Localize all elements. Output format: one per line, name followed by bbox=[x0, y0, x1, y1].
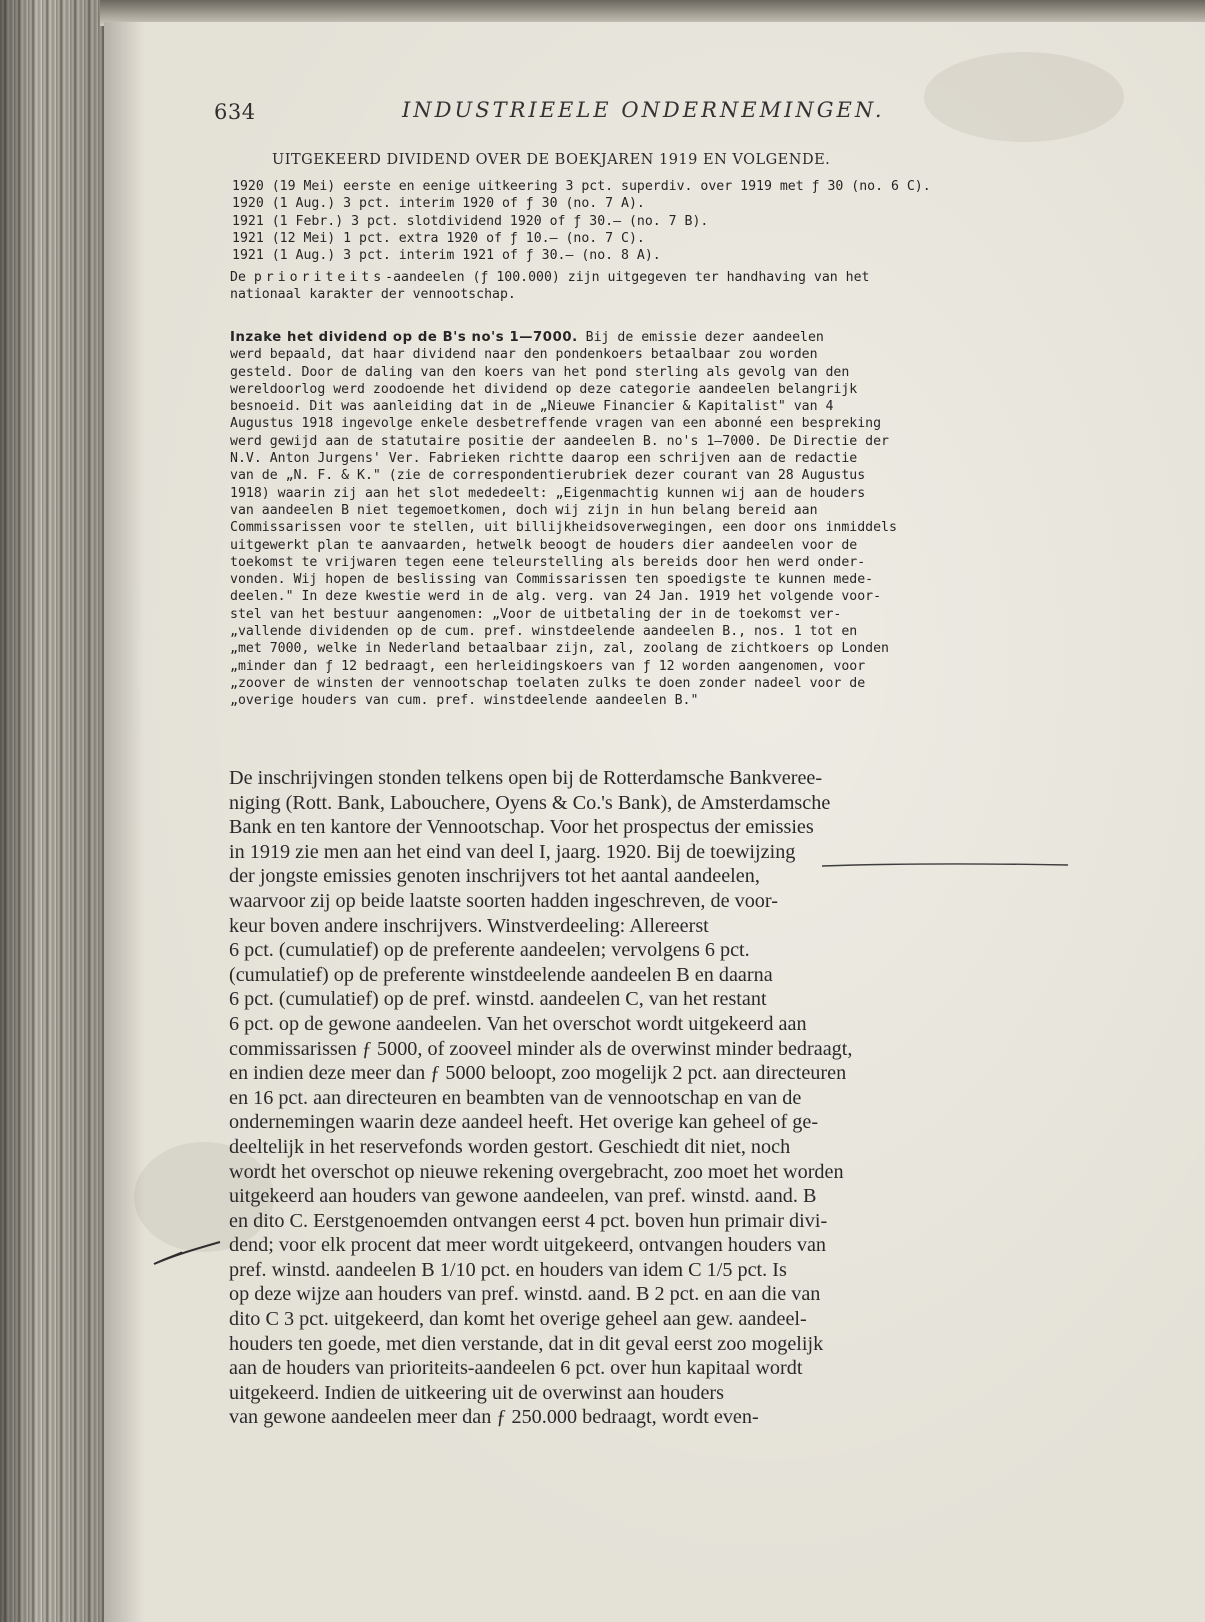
main-text-line: dend; voor elk procent dat meer wordt uitgekeerd, ontvangen houders van bbox=[229, 1234, 827, 1257]
dividend-list bbox=[230, 178, 1040, 264]
page-number: 634 bbox=[214, 100, 256, 124]
main-text-line: in 1919 zie men aan het eind van deel I, jaarg. 1920. Bij de toewijzing bbox=[229, 840, 796, 863]
paragraph-line: „vallende dividenden op de cum. pref. winstdeelende aandeelen B., nos. 1 tot en bbox=[230, 624, 858, 640]
paragraph-line: werd bepaald, dat haar dividend naar den pondenkoers betaalbaar zou worden bbox=[230, 347, 818, 363]
note-line bbox=[230, 269, 1040, 286]
dividend-paragraph bbox=[230, 329, 1040, 710]
paragraph-line: van aandeelen B niet tegemoetkomen, doch wij zijn in hun belang bereid aan bbox=[230, 502, 818, 518]
paragraph-line: stel van het bestuur aangenomen: „Voor de uitbetaling der in de toekomst ver- bbox=[230, 606, 842, 622]
dividend-entry: 1921 (1 Aug.) 3 pct. interim 1921 of ƒ 30.— (no. 8 A). bbox=[232, 248, 661, 264]
paragraph-line: vonden. Wij hopen de beslissing van Commissarissen ten spoedigste te kunnen mede- bbox=[230, 572, 874, 588]
dividend-entry: 1921 (1 Febr.) 3 pct. slotdividend 1920 of ƒ 30.— (no. 7 B). bbox=[232, 213, 709, 229]
main-text-line: op deze wijze aan houders van pref. winstd. aand. B 2 pct. en aan die van bbox=[229, 1283, 821, 1306]
main-text-line: commissarissen ƒ 5000, of zooveel minder als de overwinst minder bedraagt, bbox=[229, 1037, 853, 1060]
main-text-line: uitgekeerd aan houders van gewone aandeelen, van pref. winstd. aand. B bbox=[229, 1185, 817, 1208]
main-text-line: 6 pct. (cumulatief) op de preferente aandeelen; vervolgens 6 pct. bbox=[229, 939, 750, 962]
main-text-line: houders ten goede, met dien verstande, dat in dit geval eerst zoo mogelijk bbox=[229, 1332, 824, 1355]
paragraph-line: werd gewijd aan de statutaire positie der aandeelen B. no's 1—7000. De Directie der bbox=[230, 433, 889, 449]
paragraph-line: „met 7000, welke in Nederland betaalbaar zijn, zal, zoolang de zichtkoers op Londen bbox=[230, 641, 889, 657]
paragraph-line: Commissarissen voor te stellen, uit billijkheidsoverwegingen, een door ons inmiddels bbox=[230, 520, 897, 536]
main-text-line: van gewone aandeelen meer dan ƒ 250.000 bedraagt, wordt even- bbox=[229, 1406, 759, 1429]
paragraph-line: besnoeid. Dit was aanleiding dat in de „Nieuwe Financier & Kapitalist" van 4 bbox=[230, 399, 834, 415]
dividend-entry: 1920 (19 Mei) eerste en eenige uitkeering 3 pct. superdiv. over 1919 met ƒ 30 (no. 6 C). bbox=[232, 179, 931, 194]
main-text-line: aan de houders van prioriteits-aandeelen 6 pct. over hun kapitaal wordt bbox=[229, 1357, 803, 1380]
paragraph-line: uitgewerkt plan te aanvaarden, hetwelk beoogt de houders dier aandeelen voor de bbox=[230, 537, 858, 553]
note-prefix: De bbox=[230, 270, 254, 285]
main-text-line: der jongste emissies genoten inschrijvers tot het aantal aandeelen, bbox=[229, 865, 760, 888]
main-text-line: waarvoor zij op beide laatste soorten hadden ingeschreven, de voor- bbox=[229, 889, 778, 912]
paragraph-first-line-rest: Bij de emissie dezer aandeelen bbox=[577, 330, 824, 345]
page-edges bbox=[0, 0, 110, 1622]
main-text-line: 6 pct. (cumulatief) op de pref. winstd. aandeelen C, van het restant bbox=[229, 988, 767, 1011]
note-line: nationaal karakter der vennootschap. bbox=[230, 287, 516, 303]
note-spaced-word: prioriteits bbox=[253, 270, 386, 285]
section-heading: UITGEKEERD DIVIDEND OVER DE BOEKJAREN 1919 EN VOLGENDE. bbox=[272, 152, 831, 168]
main-text-line: Bank en ten kantore der Vennootschap. Voor het prospectus der emissies bbox=[229, 816, 814, 839]
main-text-line: (cumulatief) op de preferente winstdeelende aandeelen B en daarna bbox=[229, 963, 773, 986]
dividend-entry: 1921 (12 Mei) 1 pct. extra 1920 of ƒ 10.— (no. 7 C). bbox=[232, 230, 645, 246]
main-text-line: deeltelijk in het reservefonds worden gestort. Geschiedt dit niet, noch bbox=[229, 1135, 791, 1158]
paragraph-line: „overige houders van cum. pref. winstdeelende aandeelen B." bbox=[230, 693, 699, 709]
paragraph-line: „zoover de winsten der vennootschap toelaten zulks te doen zonder nadeel voor de bbox=[230, 675, 866, 691]
main-text-line: De inschrijvingen stonden telkens open bij de Rotterdamsche Bankvereе- bbox=[229, 767, 823, 789]
pencil-margin-mark bbox=[152, 1238, 222, 1268]
main-text-line: 6 pct. op de gewone aandeelen. Van het overschot wordt uitgekeerd aan bbox=[229, 1012, 807, 1035]
main-text-line: en indien deze meer dan ƒ 5000 beloopt, zoo mogelijk 2 pct. aan directeuren bbox=[229, 1062, 847, 1085]
paragraph-lead: Inzake het dividend op de B's no's 1—7000. bbox=[230, 330, 578, 345]
paragraph-line: wereldoorlog werd zoodoende het dividend op deze categorie aandeelen belangrijk bbox=[230, 381, 858, 397]
paragraph-line: Augustus 1918 ingevolge enkele desbetreffende vragen van een abonné een bespreking bbox=[230, 416, 882, 432]
main-text-line: wordt het overschot op nieuwe rekening overgebracht, zoo moet het worden bbox=[229, 1160, 844, 1183]
paragraph-line: N.V. Anton Jurgens' Ver. Fabrieken richtte daarop een schrijven aan de redactie bbox=[230, 451, 858, 467]
main-text-line: en dito C. Eerstgenoemden ontvangen eerst 4 pct. boven hun primair divi- bbox=[229, 1209, 828, 1232]
priority-shares-note bbox=[230, 269, 1040, 304]
main-text-line: pref. winstd. aandeelen B 1/10 pct. en houders van idem C 1/5 pct. Is bbox=[229, 1258, 787, 1281]
paragraph-line: deelen." In deze kwestie werd in de alg. verg. van 24 Jan. 1919 het volgende voor- bbox=[230, 589, 882, 605]
main-text-line: en 16 pct. aan directeuren en beambten van de vennootschap en van de bbox=[229, 1086, 802, 1109]
paragraph-line: „minder dan ƒ 12 bedraagt, een herleidingskoers van ƒ 12 worden aangenomen, voor bbox=[230, 658, 866, 674]
note-rest: -aandeelen (ƒ 100.000) zijn uitgegeven ter handhaving van het bbox=[385, 270, 870, 285]
main-text-line: keur boven andere inschrijvers. Winstverdeeling: Allereerst bbox=[229, 914, 709, 937]
pencil-underline-mark bbox=[820, 858, 1070, 870]
dividend-entry: 1920 (1 Aug.) 3 pct. interim 1920 of ƒ 30 (no. 7 A). bbox=[232, 196, 645, 212]
main-text-line: dito C 3 pct. uitgekeerd, dan komt het overige geheel aan gew. aandeel- bbox=[229, 1308, 807, 1331]
main-text-line: ondernemingen waarin deze aandeel heeft. Het overige kan geheel of ge- bbox=[229, 1111, 819, 1134]
paragraph-line: van de „N. F. & K." (zie de correspondentierubriek dezer courant van 28 Augustus bbox=[230, 468, 866, 484]
paragraph-line: toekomst te vrijwaren tegen eene teleurstelling als bereids door hen werd onder- bbox=[230, 554, 866, 570]
paragraph-first-line bbox=[230, 329, 1040, 346]
running-title: INDUSTRIEELE ONDERNEMINGEN. bbox=[402, 98, 885, 122]
paragraph-line: 1918) waarin zij aan het slot mededeelt: „Eigenmachtig kunnen wij aan de houders bbox=[230, 485, 866, 501]
page-header bbox=[214, 100, 1114, 134]
main-text-line: uitgekeerd. Indien de uitkeering uit de overwinst aan houders bbox=[229, 1381, 724, 1404]
paragraph-line: gesteld. Door de daling van den koers van het pond sterling als gevolg van den bbox=[230, 364, 850, 380]
main-text-line: niging (Rott. Bank, Labouchere, Oyens & Co.'s Bank), de Amsterdamsche bbox=[229, 791, 831, 814]
